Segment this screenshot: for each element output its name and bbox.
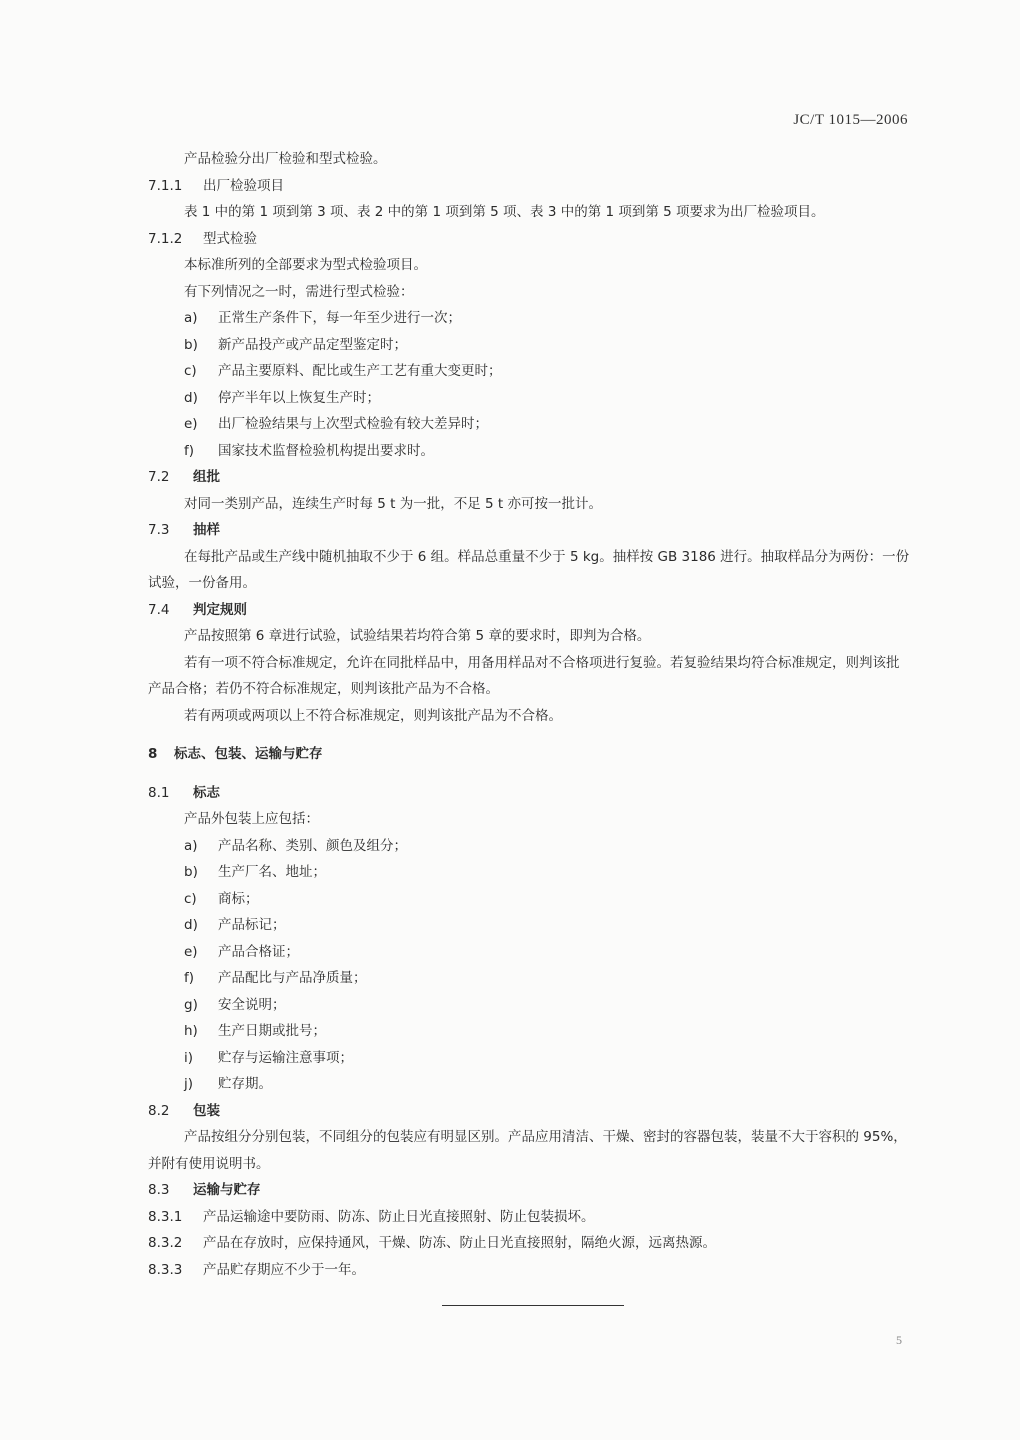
section-title: 包装 [193,1102,220,1119]
list-item [148,332,912,359]
list-label: g) [184,996,198,1013]
paragraph: 产品外包装上应包括： [184,811,319,827]
list-label: a) [184,837,198,854]
paragraph: 有下列情况之一时，需进行型式检验： [184,283,414,300]
list-text: 产品主要原料、配比或生产工艺有重大变更时； [218,363,502,379]
list-text: 生产日期或批号； [218,1023,326,1039]
paragraph: 若有两项或两项以上不符合标准规定，则判该批产品为不合格。 [184,707,562,724]
list-item [148,939,912,966]
section-heading-7-3 [148,517,912,544]
clause-number: 8.3.3 [148,1261,183,1278]
clause-8-3-3 [148,1257,912,1284]
list-item [148,965,912,992]
list-item [148,859,912,886]
section-title: 判定规则 [193,601,247,618]
chapter-heading-8 [148,741,912,768]
section-heading-7-4 [148,597,912,624]
clause-text: 产品运输途中要防雨、防冻、防止日光直接照射、防止包装损坏。 [203,1208,595,1225]
section-heading-7-1-1 [148,173,912,200]
list-text: 贮存期。 [218,1076,272,1092]
paragraph: 在每批产品或生产线中随机抽取不少于 6 组。样品总重量不少于 5 kg。抽样按 GB 3186 进行。抽取样品分为两份：一份试验，一份备用。 [148,548,910,591]
list-label: h) [184,1023,198,1039]
paragraph: 表 1 中的第 1 项到第 3 项、表 2 中的第 1 项到第 5 项、表 3 中的第 1 项到第 5 项要求为出厂检验项目。 [184,204,825,220]
list-label: e) [184,416,198,432]
paragraph: 产品按照第 6 章进行试验，试验结果若均符合第 5 章的要求时，即判为合格。 [184,628,651,644]
section-title: 出厂检验项目 [203,177,284,194]
list-text: 安全说明； [218,996,286,1013]
list-text: 商标； [218,890,259,907]
paragraph: 本标准所列的全部要求为型式检验项目。 [184,257,427,273]
section-number: 7.2 [148,469,170,485]
list-item [148,438,912,465]
list-label: f) [184,970,195,986]
list-item [148,912,912,939]
section-title: 抽样 [193,522,220,538]
section-number: 8.1 [148,784,170,801]
section-number: 7.1.2 [148,230,183,247]
list-label: e) [184,943,198,960]
list-text: 国家技术监督检验机构提出要求时。 [218,442,434,459]
section-title: 型式检验 [203,230,257,247]
clause-number: 8.3.2 [148,1235,183,1251]
list-label: c) [184,363,197,379]
list-text: 出厂检验结果与上次型式检验有较大差异时； [218,416,488,432]
section-number: 8.3 [148,1182,170,1198]
list-text: 产品配比与产品净质量； [218,970,367,986]
section-heading-7-2 [148,464,912,491]
list-text: 产品标记； [218,917,286,933]
clause-text: 产品在存放时，应保持通风，干燥、防冻、防止日光直接照射，隔绝火源，远离热源。 [203,1235,716,1251]
list-label: d) [184,389,198,406]
list-item [148,1071,912,1098]
standard-number: JC/T 1015—2006 [793,112,908,128]
document-body [148,146,912,1283]
list-text: 新产品投产或产品定型鉴定时； [218,336,407,353]
list-label: b) [184,864,198,880]
list-text: 贮存与运输注意事项； [218,1049,353,1066]
list-label: a) [184,310,198,326]
section-number: 7.4 [148,601,170,618]
list-text: 生产厂名、地址； [218,864,326,880]
section-title: 标志 [193,784,220,801]
section-number: 7.1.1 [148,177,183,194]
list-item [148,411,912,438]
list-8-1 [148,833,912,1098]
clause-8-3-1 [148,1204,912,1231]
section-heading-8-1 [148,780,912,807]
list-label: c) [184,890,197,907]
list-text: 正常生产条件下，每一年至少进行一次； [218,310,461,326]
paragraph: 产品检验分出厂检验和型式检验。 [184,151,387,167]
page-number: 5 [896,1333,902,1347]
section-heading-8-3 [148,1177,912,1204]
list-text: 停产半年以上恢复生产时； [218,389,380,406]
paragraph: 产品按组分分别包装，不同组分的包装应有明显区别。产品应用清洁、干燥、密封的容器包装，装量不大于容积的 95%，并附有使用说明书。 [148,1129,907,1172]
chapter-number: 8 [148,746,158,762]
list-item [148,1045,912,1072]
list-item [148,1018,912,1045]
chapter-title: 标志、包装、运输与贮存 [174,746,323,762]
list-item [148,305,912,332]
list-label: b) [184,336,198,353]
clause-8-3-2 [148,1230,912,1257]
clause-text: 产品贮存期应不少于一年。 [203,1261,365,1278]
section-number: 7.3 [148,522,170,538]
list-text: 产品合格证； [218,943,299,960]
list-item [148,385,912,412]
list-label: j) [184,1076,194,1092]
list-item [148,886,912,913]
list-7-1-2 [148,305,912,464]
clause-number: 8.3.1 [148,1208,183,1225]
list-item [148,358,912,385]
list-label: i) [184,1049,194,1066]
end-rule [442,1305,624,1306]
section-number: 8.2 [148,1102,170,1119]
list-label: f) [184,442,195,459]
paragraph: 对同一类别产品，连续生产时每 5 t 为一批，不足 5 t 亦可按一批计。 [184,495,603,512]
list-label: d) [184,917,198,933]
section-heading-7-1-2 [148,226,912,253]
list-text: 产品名称、类别、颜色及组分； [218,837,407,854]
section-title: 运输与贮存 [193,1182,261,1198]
list-item [148,992,912,1019]
list-item [148,833,912,860]
section-heading-8-2 [148,1098,912,1125]
section-title: 组批 [193,469,220,485]
paragraph: 若有一项不符合标准规定，允许在同批样品中，用备用样品对不合格项进行复验。若复验结果均符合标准规定，则判该批产品合格；若仍不符合标准规定，则判该批产品为不合格。 [148,654,900,697]
